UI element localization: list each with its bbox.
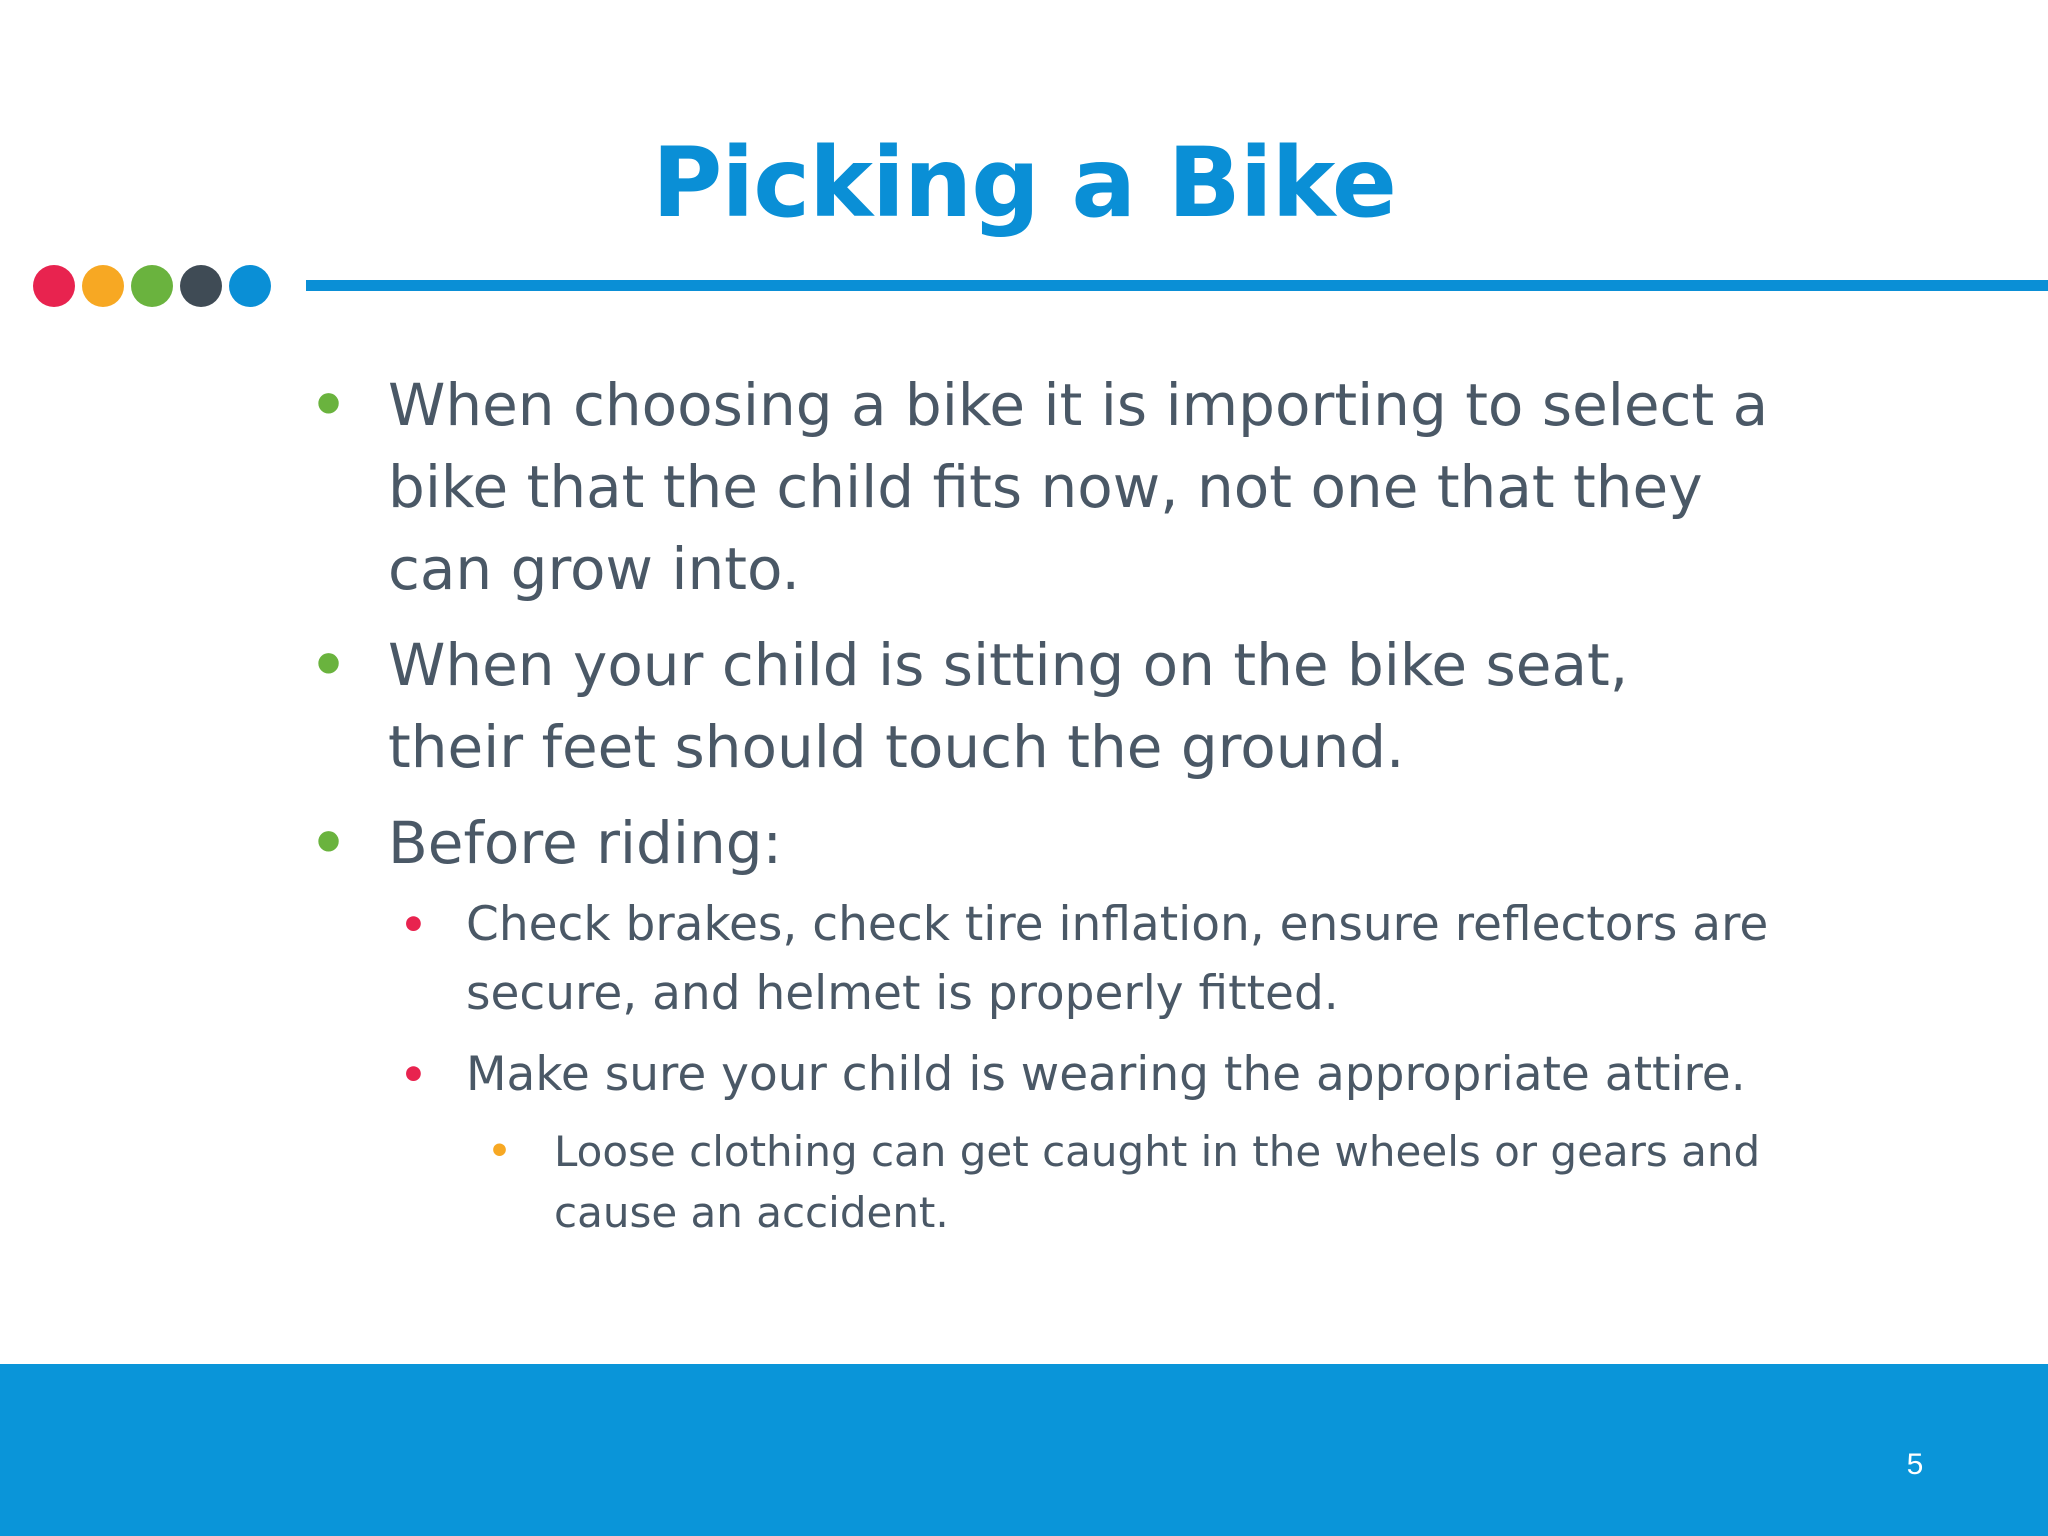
slide-body bbox=[310, 364, 1770, 1243]
bullet-text: Before riding: bbox=[388, 809, 783, 877]
bullet-icon: • bbox=[310, 809, 348, 877]
bullet-text: When your child is sitting on the bike seat, their feet should touch the ground. bbox=[388, 631, 1629, 781]
gray-dot-icon bbox=[180, 265, 222, 307]
footer-bar bbox=[0, 1364, 2048, 1536]
bullet-item bbox=[310, 802, 1770, 884]
bullet-item bbox=[310, 624, 1770, 788]
sub-bullet-text: Check brakes, check tire inflation, ensure reflectors are secure, and helmet is properly fitted. bbox=[466, 897, 1769, 1021]
sub-sub-bullet-item bbox=[488, 1121, 1770, 1243]
sub-bullet-icon: • bbox=[400, 1050, 427, 1099]
blue-dot-icon bbox=[229, 265, 271, 307]
sub-sub-bullet-text: Loose clothing can get caught in the wheels or gears and cause an accident. bbox=[554, 1127, 1761, 1237]
page-number: 5 bbox=[1906, 1448, 1924, 1481]
bullet-text: When choosing a bike it is importing to select a bike that the child fits now, not one that they can grow into. bbox=[388, 371, 1769, 603]
slide-title: Picking a Bike bbox=[651, 127, 1397, 239]
sub-bullet-icon: • bbox=[400, 900, 427, 949]
bullet-icon: • bbox=[310, 631, 348, 699]
decorative-dots bbox=[33, 265, 271, 307]
orange-dot-icon bbox=[82, 265, 124, 307]
sub-bullet-text: Make sure your child is wearing the appropriate attire. bbox=[466, 1047, 1746, 1102]
bullet-item bbox=[310, 364, 1770, 610]
green-dot-icon bbox=[131, 265, 173, 307]
sub-sub-bullet-icon: • bbox=[488, 1131, 512, 1172]
sub-bullet-item bbox=[400, 1040, 1770, 1109]
bullet-icon: • bbox=[310, 371, 348, 439]
title-divider bbox=[306, 280, 2048, 291]
sub-bullet-item bbox=[400, 890, 1770, 1028]
red-dot-icon bbox=[33, 265, 75, 307]
